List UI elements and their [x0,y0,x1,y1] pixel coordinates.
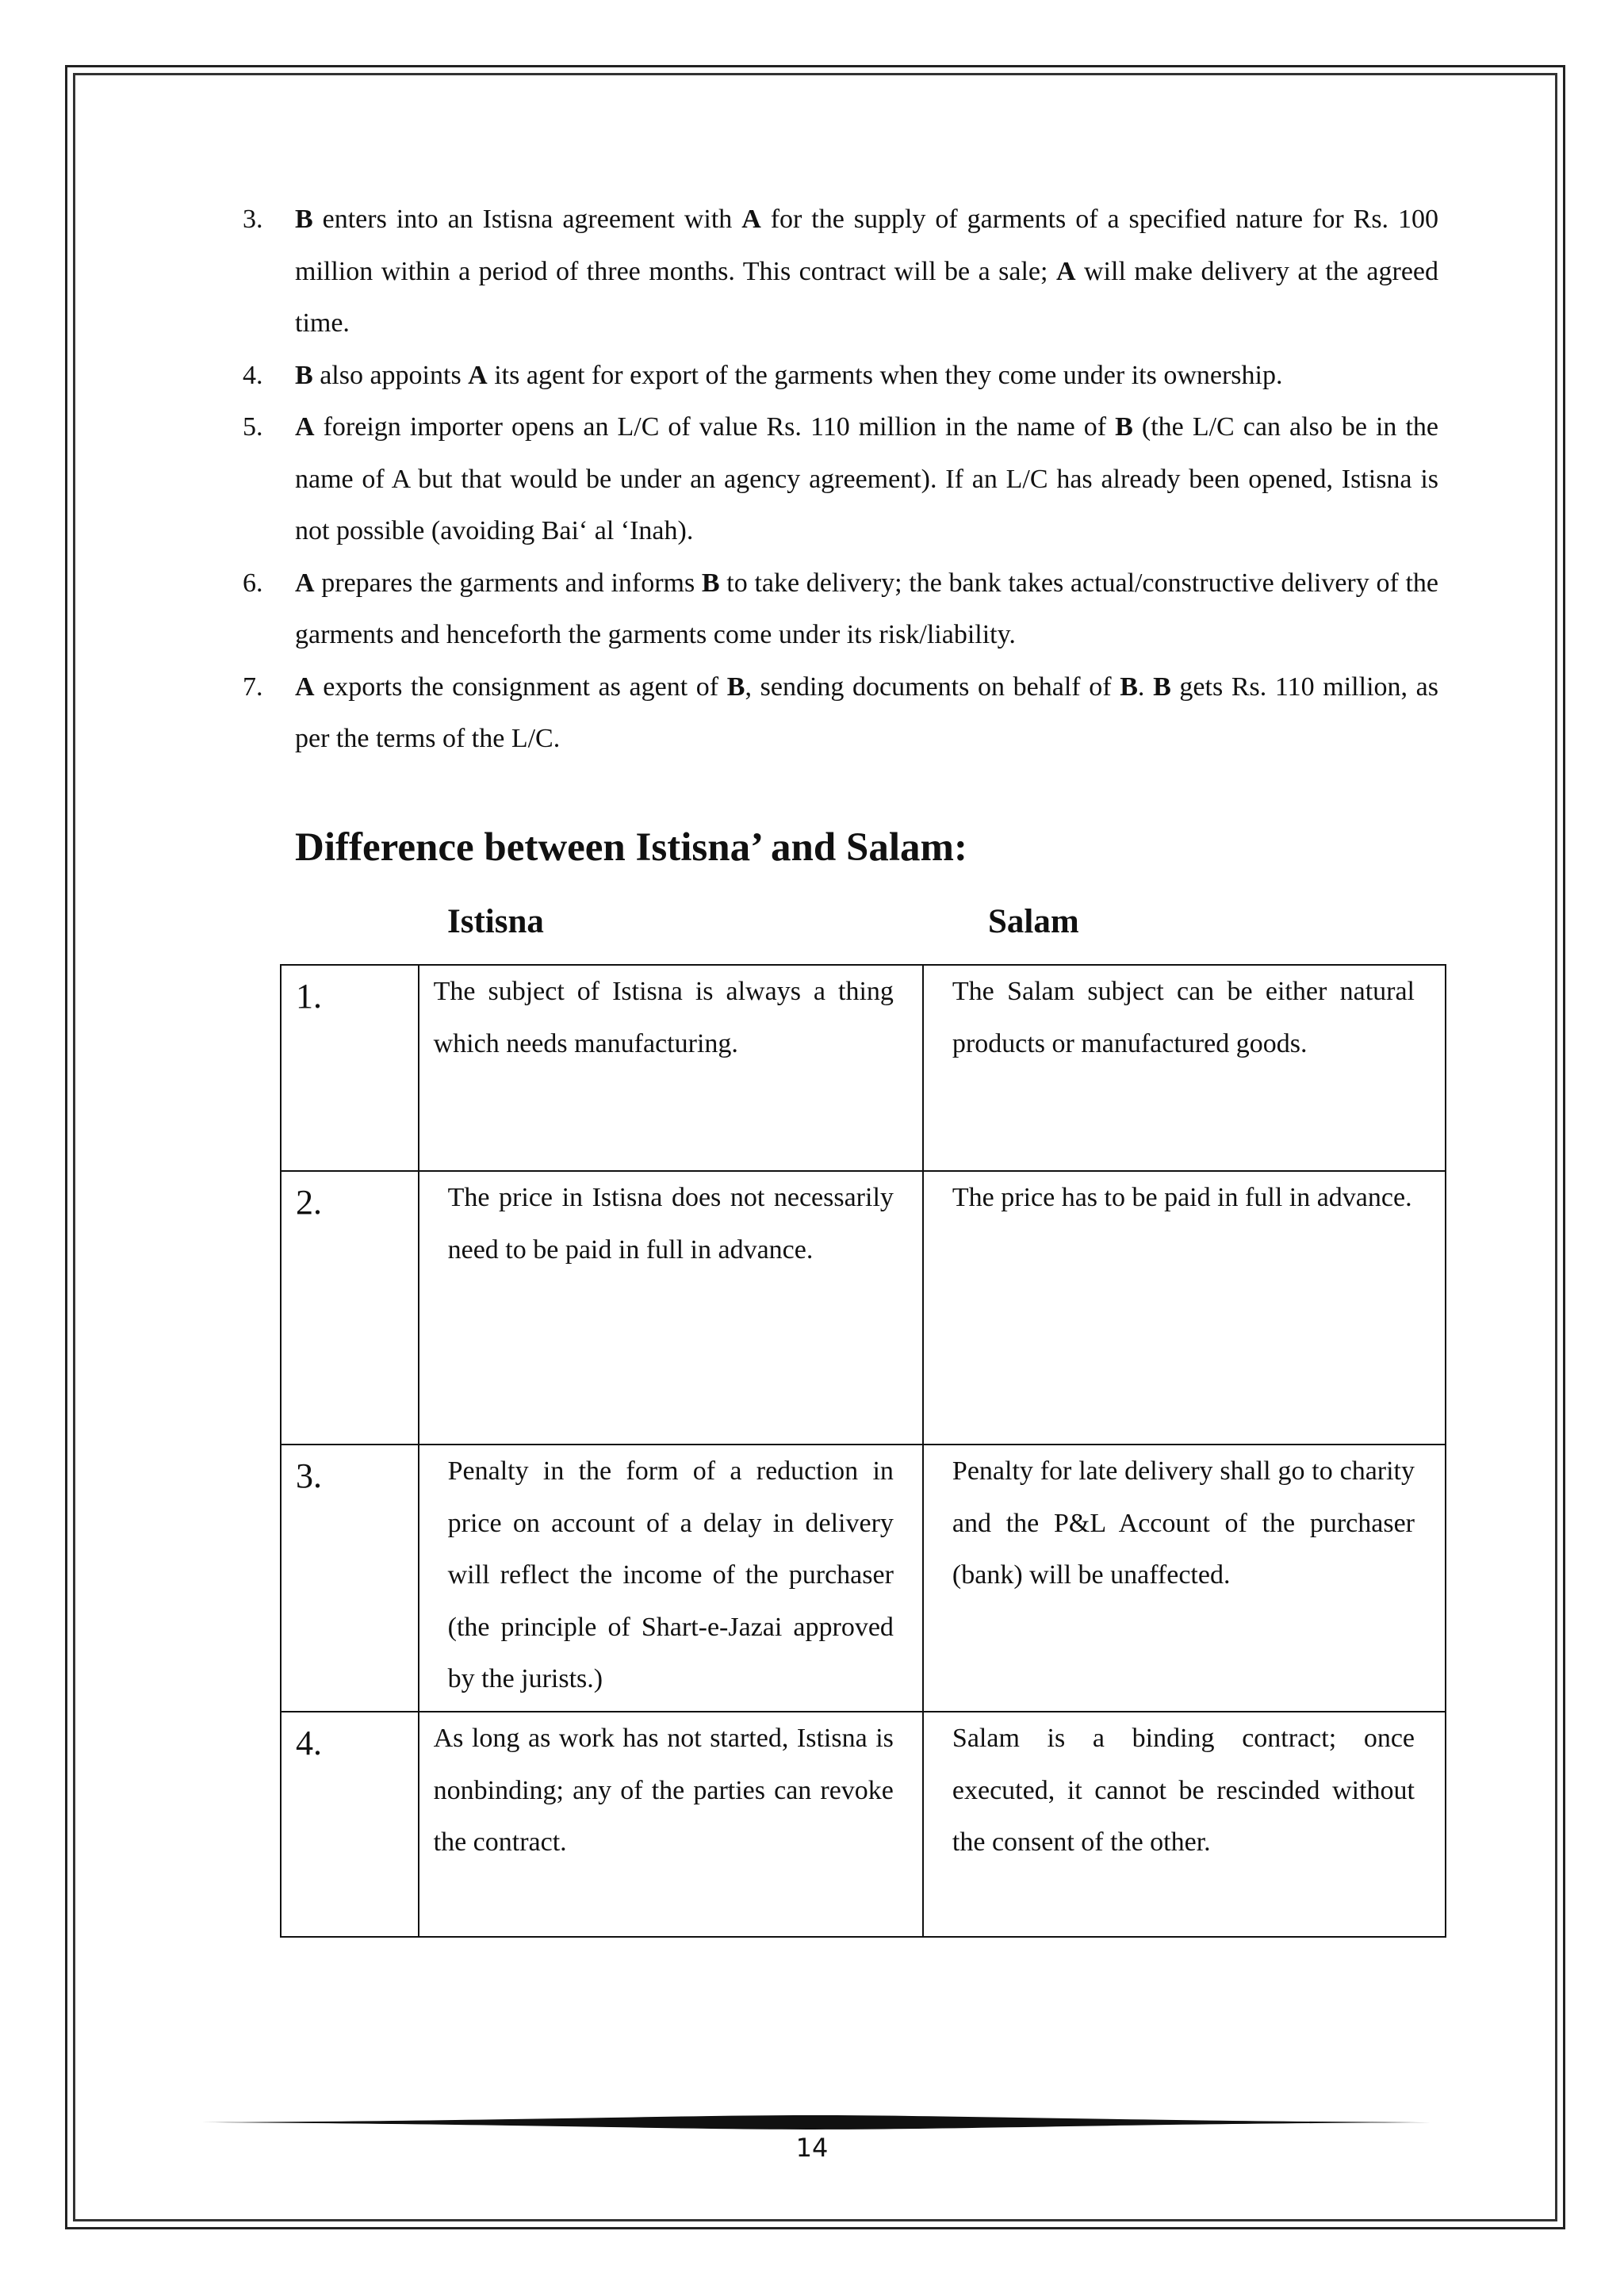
list-item [243,193,1438,350]
list-item-text [295,193,1438,350]
bold-party-label: B [726,672,745,702]
bold-party-label: A [295,672,315,702]
table-row [281,1712,1446,1937]
row-number: 4. [281,1712,419,1937]
istisna-cell: The subject of Istisna is always a thing which needs manufacturing. [433,977,894,1058]
bold-party-label: A [295,568,315,598]
table-row [281,1171,1446,1445]
list-item-text [295,401,1438,557]
section-heading: Difference between Istisna’ and Salam: [295,825,968,870]
bold-party-label: A [295,412,315,442]
bold-party-label: B [295,205,313,234]
column-header-istisna: Istisna [447,903,544,940]
text-run: exports the consignment as agent of [314,672,727,702]
text-run: prepares the garments and informs [314,568,702,598]
list-item [243,557,1438,661]
list-item [243,350,1438,402]
bold-party-label: A [1055,256,1076,286]
bold-party-label: B [1153,672,1171,702]
list-item-number: 6. [243,568,263,598]
text-run: foreign importer opens an L/C of value Rs. 110 million in the name of [314,412,1116,442]
table-row [281,965,1446,1171]
bold-party-label: B [295,360,313,390]
bold-party-label: B [701,568,720,598]
list-item-number: 4. [243,360,263,390]
row-number: 2. [281,1171,419,1445]
column-header-salam: Salam [988,903,1079,940]
bold-party-label: B [1115,412,1133,442]
text-run: its agent for export of the garments when they come under its ownership. [487,360,1283,390]
text-run: to take delivery; the bank takes actual/constructive delivery of the garments and henceforth the garments come under its risk/liability. [295,568,1438,649]
text-run: will make delivery at the agreed time. [295,256,1438,338]
salam-cell: Salam is a binding contract; once executed, it cannot be rescinded without the consent of the other. [952,1724,1415,1857]
bold-party-label: A [741,205,761,234]
list-item-number: 7. [243,672,263,702]
row-number: 1. [281,965,419,1171]
salam-cell: The price has to be paid in full in advance. [952,1183,1412,1212]
page-number: 14 [795,2133,829,2163]
list-item-text [295,350,1438,402]
list-item-text [295,557,1438,661]
salam-cell: The Salam subject can be either natural products or manufactured goods. [952,977,1415,1058]
istisna-cell: Penalty in the form of a reduction in price on account of a delay in delivery will reflect the income of the purchaser (the principle of Shart-e-Jazai approved by the jurists.) [447,1456,894,1693]
istisna-cell: The price in Istisna does not necessarily need to be paid in full in advance. [447,1183,894,1265]
text-run: . [1137,672,1154,702]
text-run: (the L/C can also be in the name of A but that would be under an agency agreement). If an L/C has already been opened, Istisna is not possible (avoiding Bai‘ al ‘Inah). [295,412,1438,545]
footer-rule [198,2114,1431,2131]
text-run: for the supply of garments of a specified nature for Rs. 100 million within a period of three months. This contract will be a sale; [295,205,1438,286]
bold-party-label: A [468,360,488,390]
text-run: , sending documents on behalf of [745,672,1120,702]
list-item [243,661,1438,765]
text-run: enters into an Istisna agreement with [312,205,742,234]
text-run: also appoints [312,360,469,390]
list-item-number: 3. [243,205,263,234]
table-row [281,1445,1446,1712]
row-number: 3. [281,1445,419,1712]
list-item-number: 5. [243,412,263,442]
istisna-cell: As long as work has not started, Istisna is nonbinding; any of the parties can revoke the contract. [433,1724,894,1857]
list-item-text [295,661,1438,765]
list-item [243,401,1438,557]
text-run: gets Rs. 110 million, as per the terms of the L/C. [295,672,1438,753]
steps-list [243,193,1438,765]
comparison-table [280,964,1446,1938]
salam-cell: Penalty for late delivery shall go to charity and the P&L Account of the purchaser (bank) will be unaffected. [952,1456,1415,1590]
bold-party-label: B [1120,672,1138,702]
